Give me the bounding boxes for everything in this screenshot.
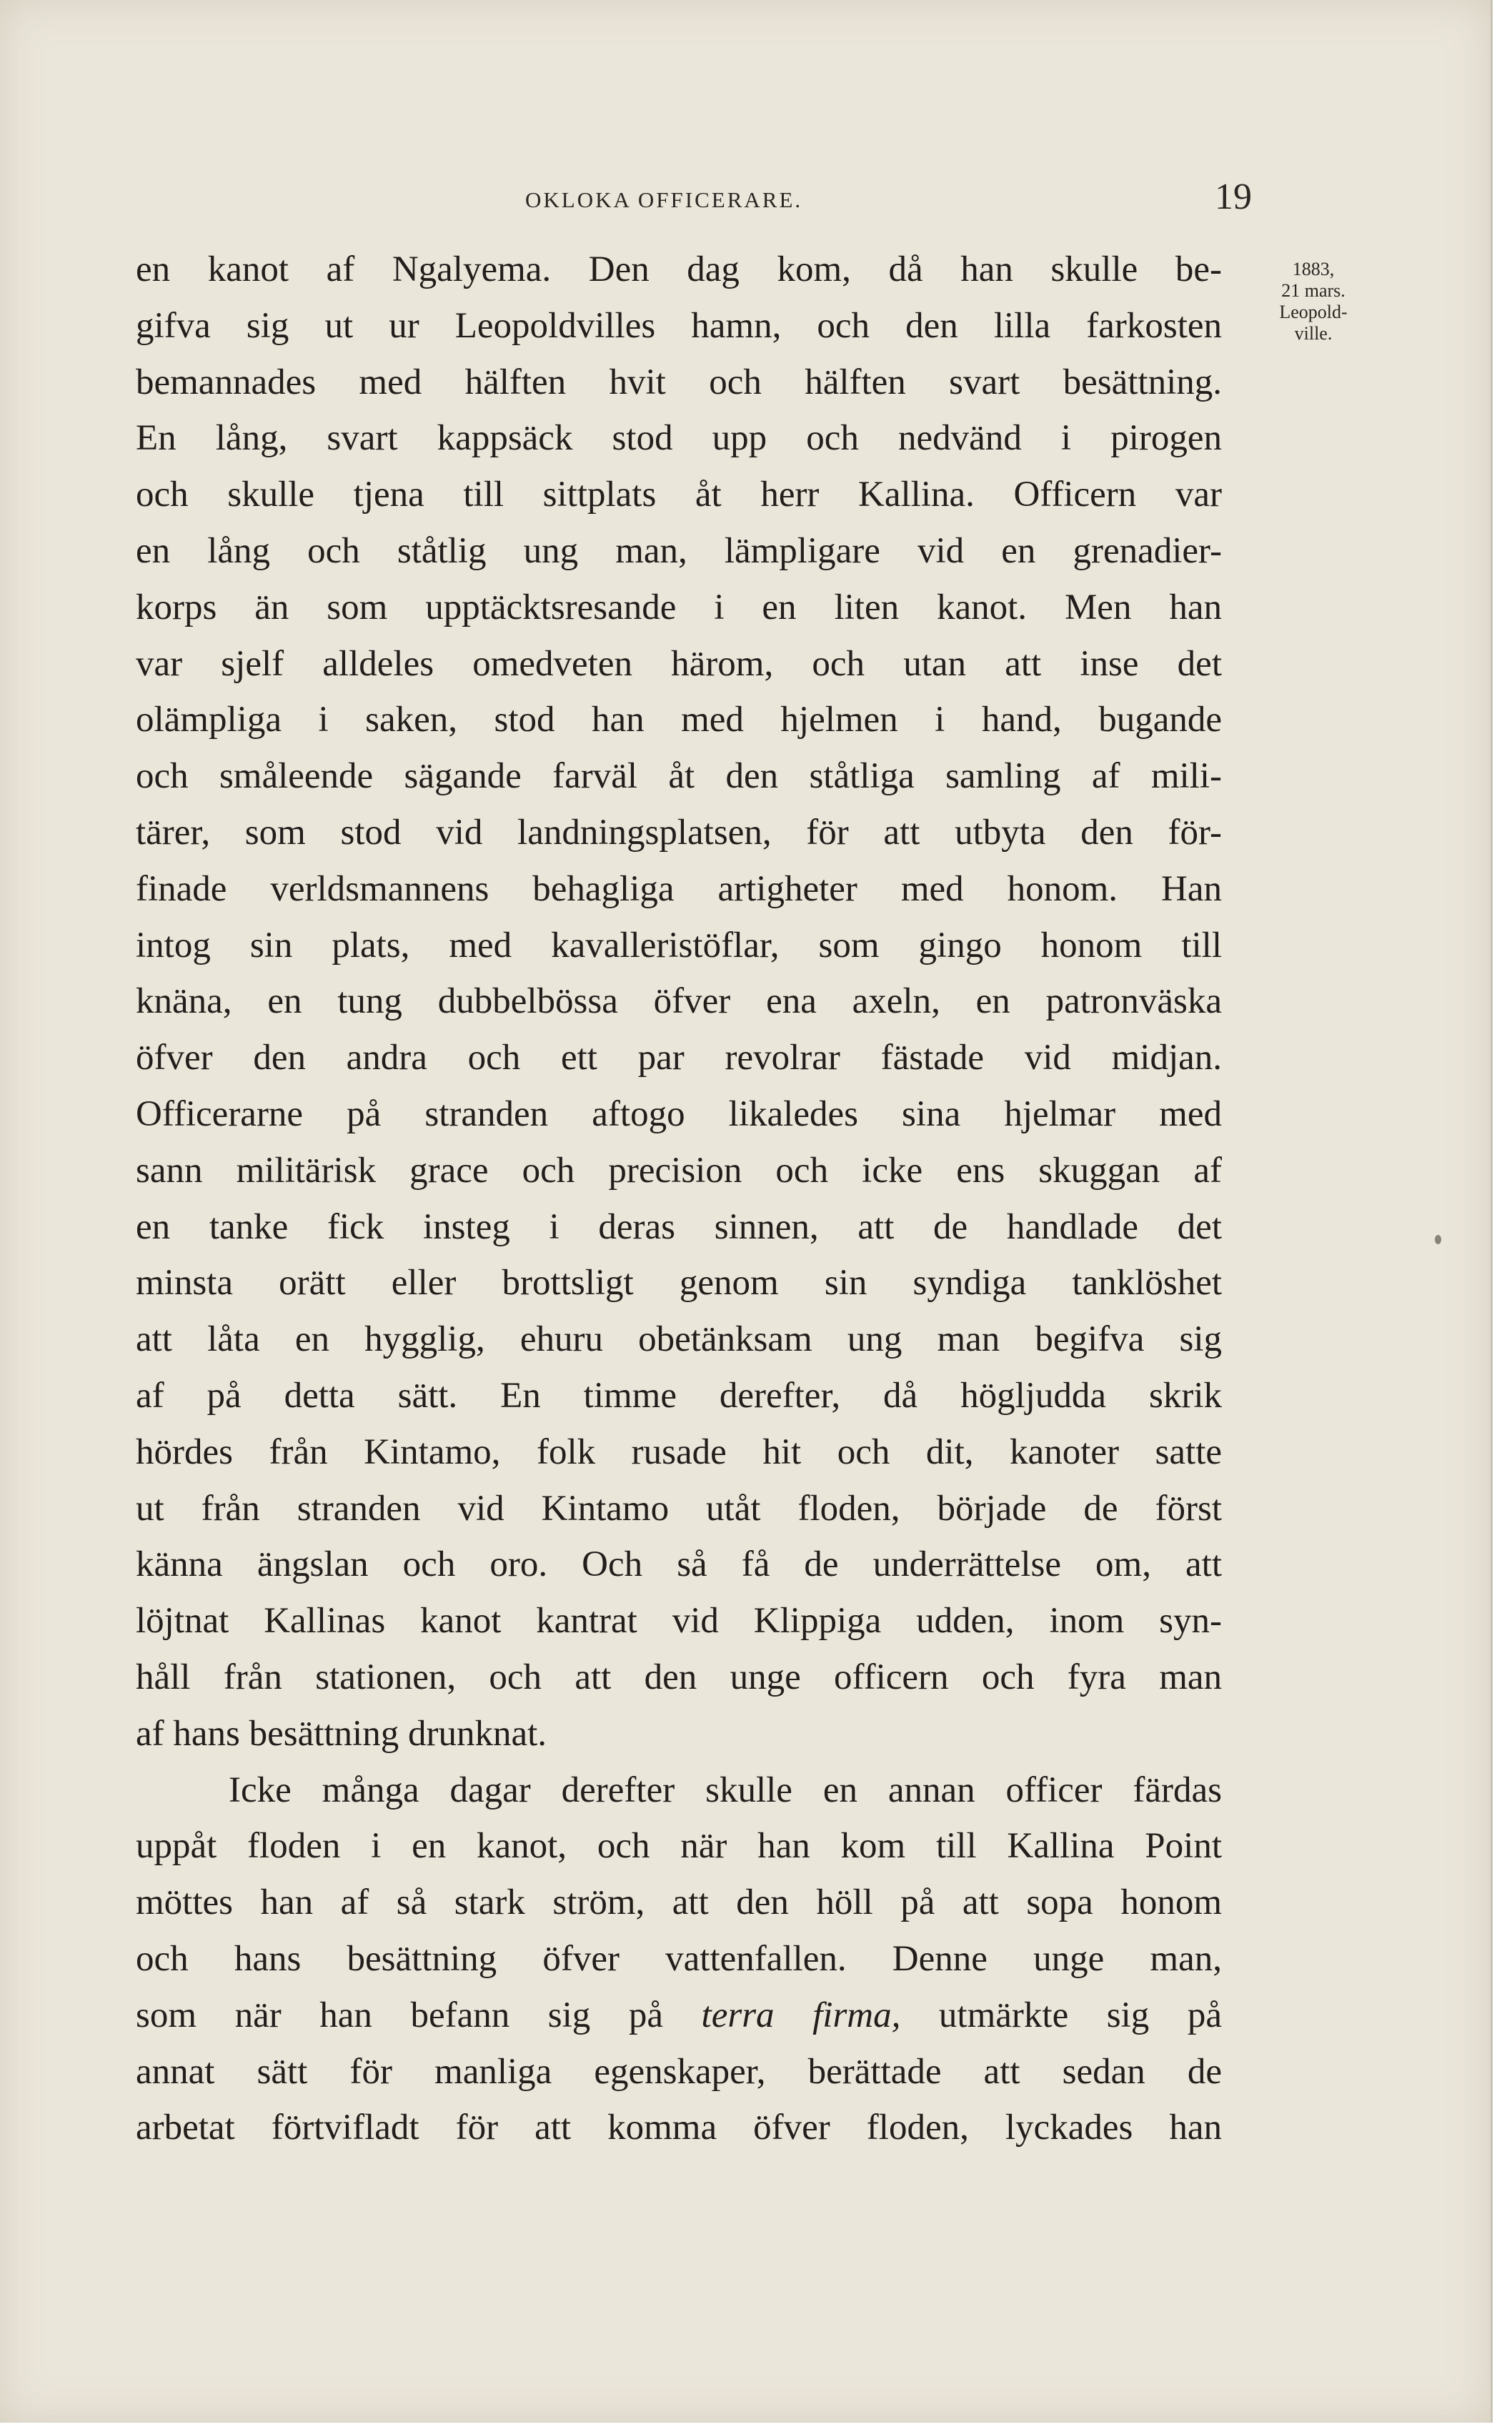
text-segment: utmärkte sig på <box>900 1995 1222 2035</box>
text-line: och skulle tjena till sittplats åt herr Kallina. Officern var <box>136 475 1222 515</box>
text-line: olämpliga i saken, stod han med hjelmen i hand, bugande <box>136 700 1222 740</box>
ink-speck <box>1435 1235 1441 1244</box>
text-line: sann militärisk grace och precision och icke ens skuggan af <box>136 1150 1222 1191</box>
margin-note <box>1263 259 1363 344</box>
text-line: öfver den andra och ett par revolrar fästade vid midjan. <box>136 1038 1222 1078</box>
text-line: och hans besättning öfver vattenfallen. Denne unge man, <box>136 1938 1222 1979</box>
text-line: känna ängslan och oro. Och så få de underrättelse om, att <box>136 1544 1222 1585</box>
text-line: en kanot af Ngalyema. Den dag kom, då han skulle be- <box>136 249 1222 289</box>
text-line: ut från stranden vid Kintamo utåt floden, började de först <box>136 1488 1222 1529</box>
text-line: intog sin plats, med kavalleristöflar, som gingo honom till <box>136 925 1222 966</box>
body-text <box>136 242 1222 2156</box>
text-line-with-italic <box>136 1987 1222 2044</box>
text-line: uppåt floden i en kanot, och när han kom till Kallina Point <box>136 1826 1222 1867</box>
text-line: af på detta sätt. En timme derefter, då högljudda skrik <box>136 1375 1222 1416</box>
paragraph-start-line: Icke många dagar derefter skulle en annan officer färdas <box>229 1770 1222 1810</box>
text-line: tärer, som stod vid landningsplatsen, för att utbyta den för- <box>136 812 1222 853</box>
text-line: annat sätt för manliga egenskaper, berättade att sedan de <box>136 2051 1222 2092</box>
text-segment: som när han befann sig på <box>136 1995 702 2035</box>
paragraph-end-line: af hans besättning drunknat. <box>136 1713 547 1754</box>
running-title: OKLOKA OFFICERARE. <box>525 187 803 212</box>
margin-note-place-cont: ville. <box>1294 323 1333 344</box>
text-line: gifva sig ut ur Leopoldvilles hamn, och den lilla farkosten <box>136 305 1222 346</box>
margin-note-place: Leopold- <box>1279 302 1348 322</box>
text-line: möttes han af så stark ström, att den höll på att sopa honom <box>136 1882 1222 1923</box>
italic-phrase: terra firma, <box>701 1995 901 2035</box>
text-line: bemannades med hälften hvit och hälften svart besättning. <box>136 362 1222 402</box>
text-line: löjtnat Kallinas kanot kantrat vid Klippiga udden, inom syn- <box>136 1601 1222 1642</box>
margin-note-date: 21 mars. <box>1281 280 1346 301</box>
text-line: Officerarne på stranden aftogo likaledes sina hjelmar med <box>136 1093 1222 1134</box>
text-line: arbetat förtvifladt för att komma öfver floden, lyckades han <box>136 2108 1222 2148</box>
text-line: var sjelf alldeles omedveten härom, och utan att inse det <box>136 643 1222 684</box>
text-line: korps än som upptäcktsresande i en liten kanot. Men han <box>136 587 1222 627</box>
text-line: att låta en hygglig, ehuru obetänksam ung man begifva sig <box>136 1319 1222 1360</box>
text-line: minsta orätt eller brottsligt genom sin syndiga tanklöshet <box>136 1263 1222 1304</box>
text-line: håll från stationen, och att den unge officern och fyra man <box>136 1657 1222 1697</box>
page-number: 19 <box>1215 177 1252 217</box>
text-line: En lång, svart kappsäck stod upp och nedvänd i pirogen <box>136 418 1222 459</box>
text-line: en lång och ståtlig ung man, lämpligare vid en grenadier- <box>136 530 1222 571</box>
text-line: och småleende sägande farväl åt den ståtliga samling af mili- <box>136 756 1222 797</box>
margin-note-year: 1883, <box>1292 259 1335 279</box>
text-line: knäna, en tung dubbelbössa öfver ena axeln, en patronväska <box>136 981 1222 1022</box>
text-line: hördes från Kintamo, folk rusade hit och dit, kanoter satte <box>136 1431 1222 1472</box>
text-line: en tanke fick insteg i deras sinnen, att de handlade det <box>136 1206 1222 1247</box>
text-line: finade verldsmannens behagliga artigheter med honom. Han <box>136 868 1222 909</box>
